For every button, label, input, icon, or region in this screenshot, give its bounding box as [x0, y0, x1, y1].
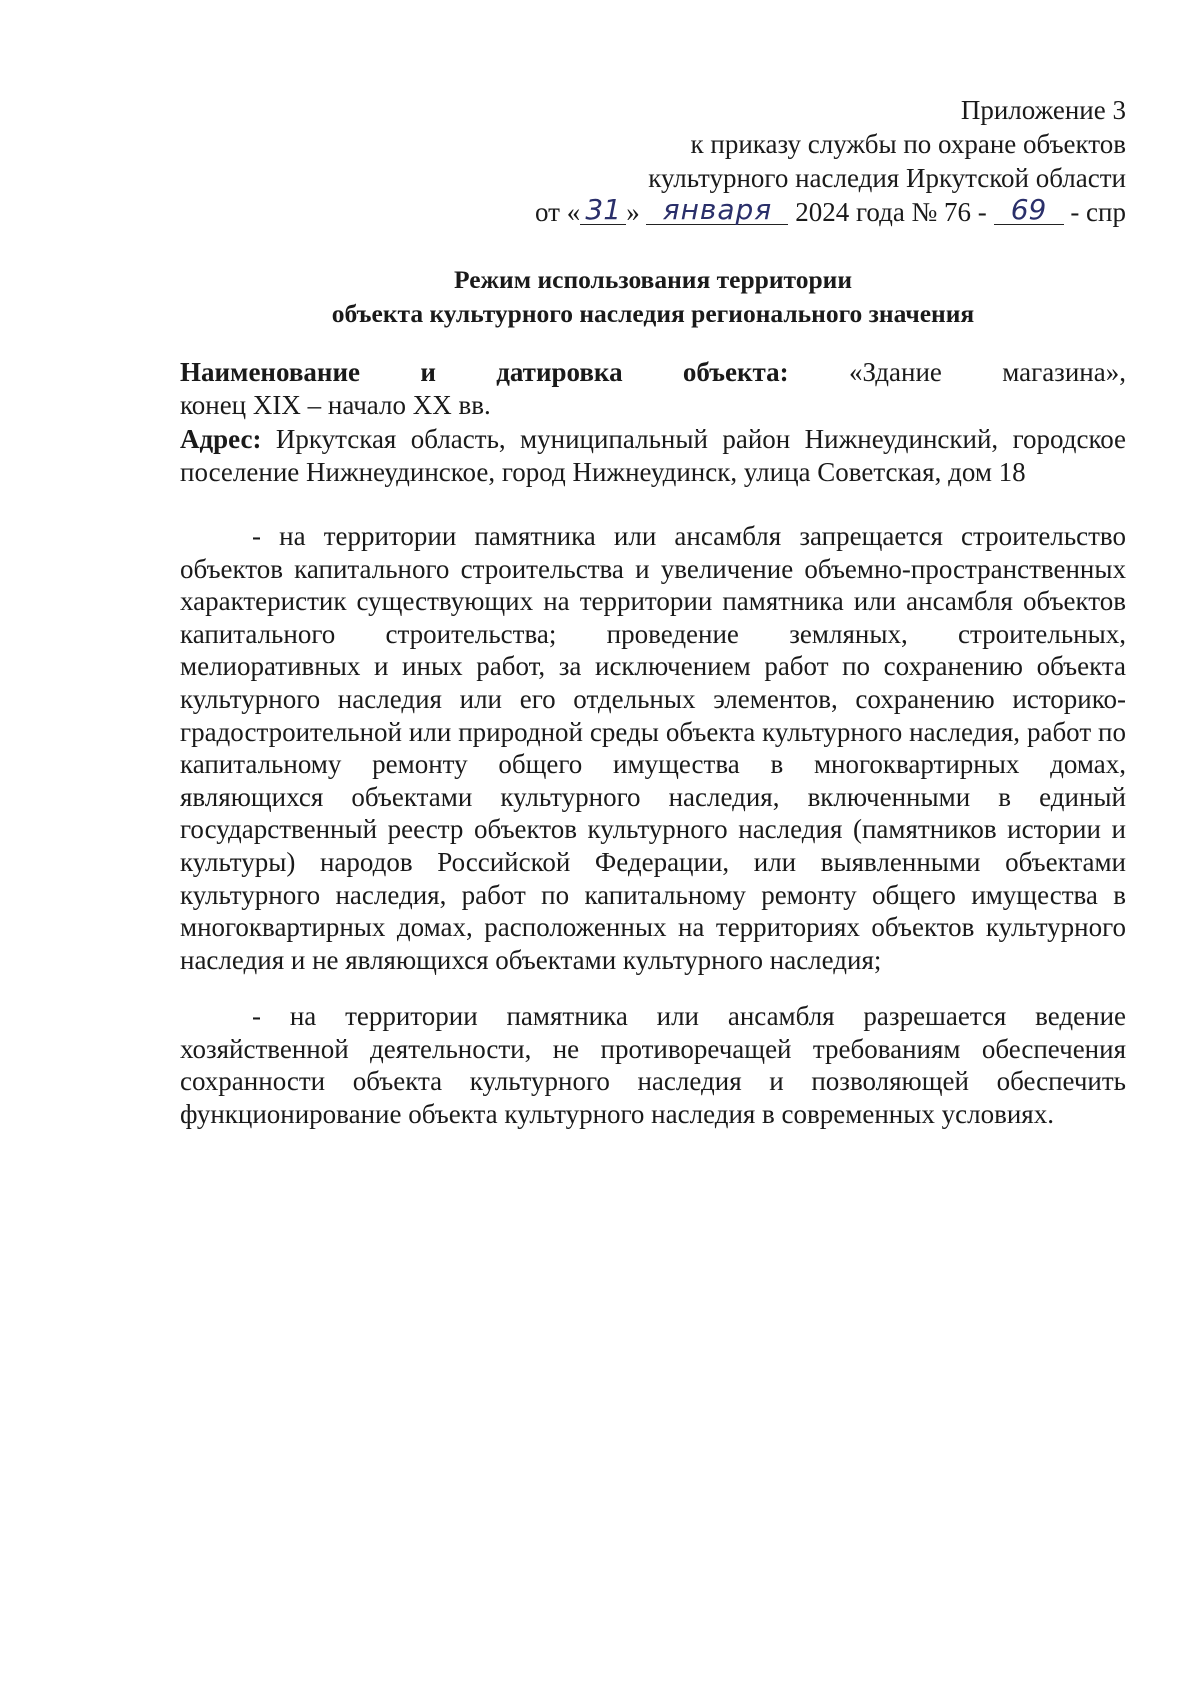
annex-title: Приложение 3 — [960, 95, 1126, 125]
order-date-line — [535, 195, 1126, 229]
permission-paragraph: - на территории памятника или ансамбля разрешается ведение хозяйственной деятельности, не противоречащей требованиям обеспечения сохранности объекта культурного наследия и позволяющей обеспечить функционирование объекта культурного наследия в современных условиях. — [180, 1001, 1126, 1129]
title-line-2: объекта культурного наследия регионального значения — [331, 299, 975, 328]
annex-authority: культурного наследия Иркутской области — [648, 163, 1126, 193]
title-line-1: Режим использования территории — [453, 265, 853, 294]
restriction-paragraph: - на территории памятника или ансамбля запрещается строительство объектов капитального строительства и увеличение объемно-пространственных характеристик существующих на территории памятника или ансамбля объектов капитального строительства; проведение земляных, строительных, мелиоративных и иных работ, за исключением работ по сохранению объекта культурного наследия или его отдельных элементов, сохранению историко-градостроительной или природной среды объекта культурного наследия, работ по капитальному ремонту общего имущества в многоквартирных домах, являющихся объектами культурного наследия, включенными в единый государственный реестр объектов культурного наследия (памятников истории и культуры) народов Российской Федерации, или выявленными объектами культурного наследия, работ по капитальному ремонту общего имущества в многоквартирных домах, расположенных на территориях объектов культурного наследия и не являющихся объектами культурного наследия; — [180, 521, 1126, 975]
object-label-word: объекта: — [682, 357, 789, 387]
handwritten-order-number: 69 — [994, 196, 1064, 225]
object-label-word: Наименование — [180, 357, 360, 387]
object-name-line — [180, 356, 1126, 389]
annex-order-reference: к приказу службы по охране объектов — [690, 129, 1126, 159]
order-suffix: - спр — [1070, 197, 1126, 227]
annex-header — [535, 93, 1126, 229]
address-label: Адрес: — [180, 424, 262, 454]
object-label-word: и — [420, 357, 436, 387]
address-block — [180, 423, 1126, 489]
object-label-word: датировка — [496, 357, 623, 387]
object-value-word: магазина», — [1002, 357, 1126, 387]
address-value: Иркутская область, муниципальный район Нижнеудинский, городское поселение Нижнеудинское, город Нижнеудинск, улица Советская, дом 18 — [180, 424, 1127, 487]
handwritten-month: января — [646, 196, 788, 225]
object-dating: конец XIX – начало XX вв. — [180, 390, 491, 420]
handwritten-day: 31 — [580, 196, 626, 225]
order-prefix: от « — [535, 197, 581, 227]
document-title — [180, 263, 1126, 331]
order-quote-close: » — [626, 197, 640, 227]
order-year-text: 2024 года № 76 - — [795, 197, 987, 227]
object-name-block — [180, 356, 1126, 422]
object-value-word: «Здание — [848, 357, 942, 387]
